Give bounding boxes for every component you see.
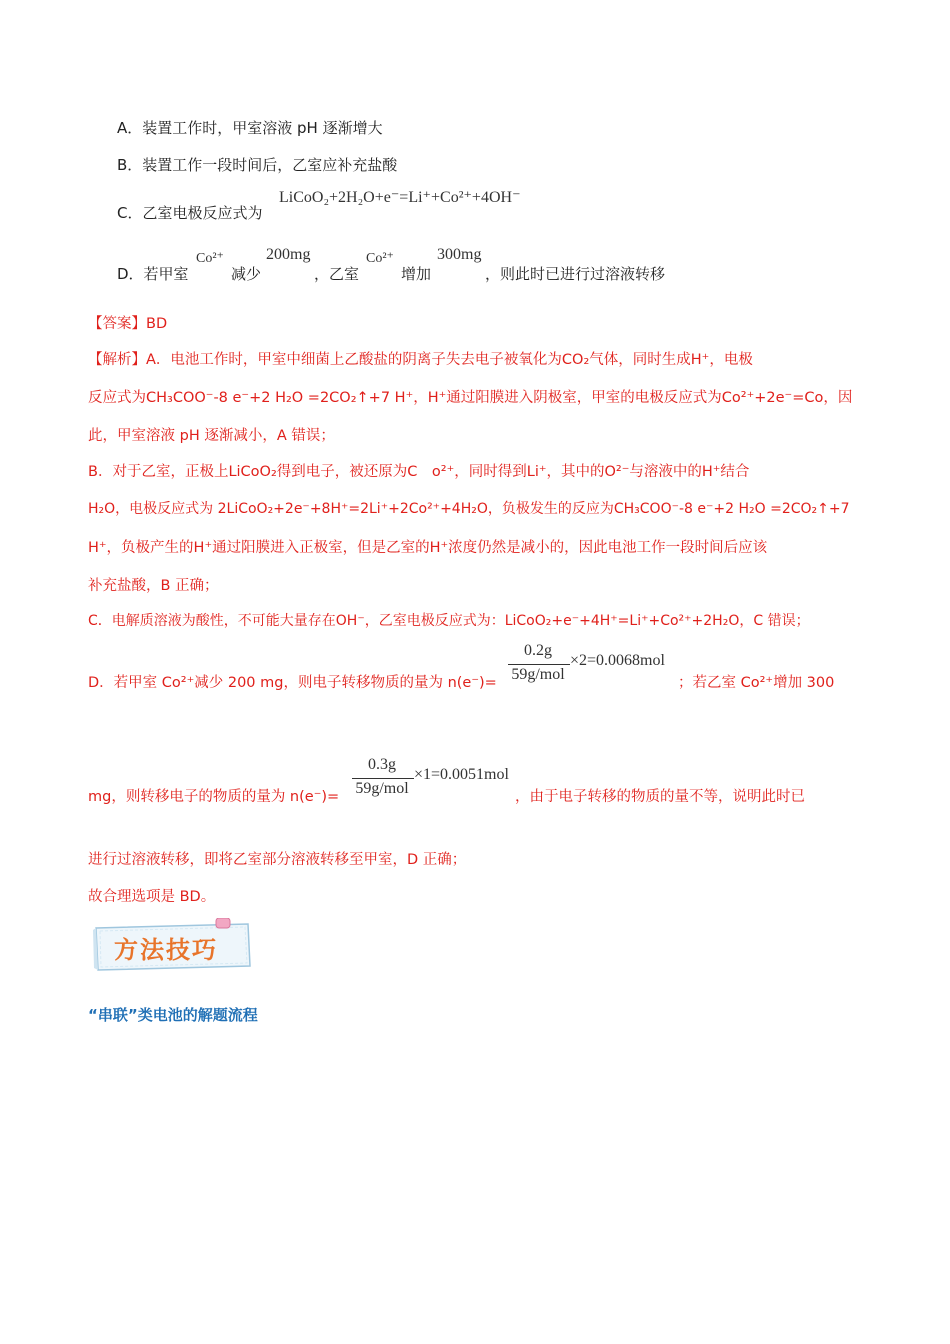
analysis-c-line1: C．电解质溶液为酸性，不可能大量存在OH⁻，乙室电极反应式为：LiCoO₂+e⁻+4H⁺=Li⁺+Co²⁺+2H₂O，C 错误； <box>88 613 810 629</box>
method-badge-text: 方法技巧 <box>114 935 218 964</box>
option-d-tail: ，则此时已进行过溶液转移 <box>485 265 666 283</box>
option-b: B．装置工作一段时间后，乙室应补充盐酸 <box>117 156 398 174</box>
analysis-label: 【解析】 <box>88 352 146 368</box>
option-d-co2: Co²⁺ <box>366 251 394 266</box>
fraction-1-bar <box>508 664 570 665</box>
analysis-a-line1: 【解析】A．电池工作时，甲室中细菌上乙酸盐的阴离子失去电子被氧化为CO₂气体，同时生成H⁺，电极 <box>88 352 753 368</box>
option-d-prefix: D．若甲室 <box>117 265 189 283</box>
option-d-300mg: 300mg <box>437 246 482 263</box>
analysis-a-line2: 反应式为CH₃COO⁻-8 e⁻+2 H₂O =2CO₂↑+7 H⁺，H⁺通过阳膜进入阴极室，甲室的电极反应式为Co²⁺+2e⁻=Co，因 <box>88 390 853 406</box>
analysis-d-line2-prefix: mg，则转移电子的物质的量为 n(e⁻)= <box>88 789 340 805</box>
fraction-2 <box>352 754 522 804</box>
fraction-2-denominator: 59g/mol <box>355 780 409 797</box>
paperclip-icon <box>216 918 230 928</box>
analysis-conclusion: 故合理选项是 BD。 <box>88 889 216 905</box>
analysis-d-line1-prefix: D．若甲室 Co²⁺减少 200 mg，则电子转移物质的量为 n(e⁻)= <box>88 675 497 691</box>
fraction-1-denominator: 59g/mol <box>511 666 565 683</box>
analysis-b-line3: H⁺，负极产生的H⁺通过阳膜进入正极室，但是乙室的H⁺浓度仍然是减小的，因此电池工作一段时间后应该 <box>88 540 768 556</box>
fraction-1-numerator: 0.2g <box>524 642 552 659</box>
fraction-1 <box>508 640 678 690</box>
analysis-d-line3: 进行过溶液转移，即将乙室部分溶液转移至甲室，D 正确； <box>88 852 467 868</box>
analysis-b-line4: 补充盐酸，B 正确； <box>88 578 219 594</box>
answer-value: BD <box>146 316 168 332</box>
option-a: A．装置工作时，甲室溶液 pH 逐渐增大 <box>117 119 383 137</box>
option-d-reduce: 减少 <box>231 265 262 283</box>
option-d-co1: Co²⁺ <box>196 251 224 266</box>
answer-label: 【答案】 <box>88 316 146 332</box>
option-c-formula: LiCoO₂+2H₂O+e⁻=Li⁺+Co²⁺+4OH⁻ <box>279 189 521 206</box>
fraction-2-bar <box>352 778 414 779</box>
answer-line <box>88 312 167 333</box>
fraction-2-result: ×1=0.0051mol <box>414 766 509 783</box>
fraction-1-result: ×2=0.0068mol <box>570 652 665 669</box>
analysis-d-line1-suffix: ；若乙室 Co²⁺增加 300 <box>678 675 835 691</box>
option-d-add: 增加 <box>401 265 432 283</box>
analysis-a-line3: 此，甲室溶液 pH 逐渐减小，A 错误； <box>88 428 335 444</box>
analysis-b-line1: B．对于乙室，正极上LiCoO₂得到电子，被还原为C o²⁺，同时得到Li⁺，其中的O²⁻与溶液中的H⁺结合 <box>88 464 750 480</box>
option-c-prefix: C．乙室电极反应式为 <box>117 204 263 222</box>
option-d-200mg: 200mg <box>266 246 311 263</box>
method-section-title: “串联”类电池的解题流程 <box>88 1006 258 1024</box>
method-badge <box>88 918 254 974</box>
analysis-d-line2-suffix: ，由于电子转移的物质的量不等，说明此时已 <box>515 789 805 805</box>
fraction-2-numerator: 0.3g <box>368 756 396 773</box>
option-d-yi: ，乙室 <box>314 265 360 283</box>
analysis-b-line2: H₂O，电极反应式为 2LiCoO₂+2e⁻+8H⁺=2Li⁺+2Co²⁺+4H₂O，负极发生的反应为CH₃COO⁻-8 e⁻+2 H₂O =2CO₂↑+7 <box>88 501 850 517</box>
